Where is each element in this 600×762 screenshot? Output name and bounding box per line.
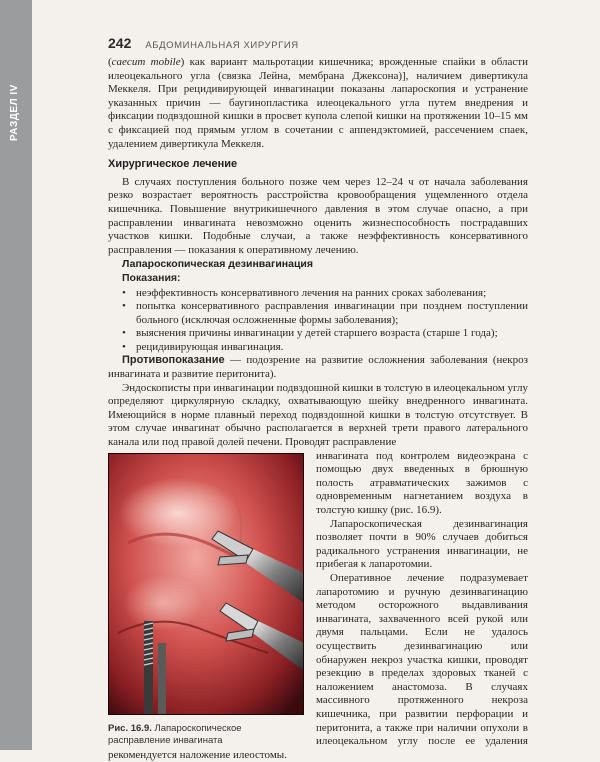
indications-list — [108, 287, 528, 355]
page-number: 242 — [108, 35, 132, 51]
section-heading-surgical: Хирургическое лечение — [108, 158, 238, 171]
contraindication-label: Противопоказание — [122, 354, 225, 367]
right-paragraph-3: Оперативное лечение подразумевает лапаротомию и ручную дезинвагинацию методом осторожного выдавливания инвагината, захваченного всей рукой или двумя пальцами. Если не удалось осуществить дезинвагинацию или обнаружен некроз участка кишки, проводят резекцию в пределах здоровых тканей с наложением анастомоза. В случаях массивного протяженного некроза кишечника, при развитии перфорации и перитонита, а также при наличии опухоли в илеоцекальном углу после ее удаления рекомендуется наложение илеостомы. — [108, 571, 528, 761]
page-header — [108, 35, 299, 51]
list-item: • попытка консервативного расправления инвагинации при позднем поступлении больного (исключая осложненные формы заболевания); — [136, 300, 528, 327]
intro-text: ) как вариант мальротации кишечника; врожденные спайки в области илеоцекального угла (связка Лейна, мембрана Джексона)], наличием дивертикула Меккеля. При рецидивирующей инвагинации показаны лапароскопия и устранение указанных причин — баугинопластика илеоцекального угла путем внедрения и фиксации подвздошной кишки в просвет купола слепой кишки на протяжении 10–15 мм с фиксацией под прямым углом в сочетании с аппендэктомией, рассечением спаек, удалением дивертикула Меккеля. — [108, 56, 528, 150]
figure-caption — [108, 723, 304, 747]
figure-16-9 — [108, 453, 304, 747]
indications-title: Показания: — [122, 271, 181, 284]
right-paragraph-2: Лапароскопическая дезинвагинация позволяет почти в 90% случаев добиться радикального устранения инвагинации, не прибегая к лапаротомии. — [316, 517, 528, 571]
list-item: • выяснения причины инвагинации у детей старшего возраста (старше 1 года); — [136, 327, 528, 341]
intro-italic-term: caecum mobile — [111, 56, 181, 68]
figure-caption-text: Лапароскопическое расправление инвагината — [108, 722, 242, 746]
surgical-paragraph: В случаях поступления больного позже чем через 12–24 ч от начала заболевания резко возрастает вероятность расстройства кровообращения ущемленного отдела кишечника. Повышение внутрикишечного давления в этом случае опасно, а при расправлении инвагината невозможно оценить жизнеспособность пострадавших участков кишки. Подобные случаи, а также неэффективность консервативного расправления — показания к оперативному лечению. — [108, 175, 528, 256]
list-item: • неэффективность консервативного лечения на ранних сроках заболевания; — [136, 287, 528, 301]
right-paragraph-1: инвагината под контролем видеоэкрана с помощью двух введенных в брюшную полость атравматических зажимов с одновременным нагнетанием воздуха в толстую кишку (рис. 16.9). — [316, 449, 528, 516]
list-item: • рецидивирующая инвагинация. — [136, 341, 528, 355]
running-head: АБДОМИНАЛЬНАЯ ХИРУРГИЯ — [145, 40, 299, 51]
figure-number: Рис. 16.9. — [108, 722, 152, 734]
intro-paragraph: (caecum mobile) как вариант мальротации кишечника; врожденные спайки в области илеоцекального угла (связка Лейна, мембрана Джексона)], наличием дивертикула Меккеля. При рецидивирующей инвагинации показаны лапароскопия и устранение указанных причин — баугинопластика илеоцекального угла путем внедрения и фиксации подвздошной кишки в просвет купола слепой кишки на протяжении 10–15 мм с фиксацией под прямым углом в сочетании с аппендэктомией, рассечением спаек, удалением дивертикула Меккеля. — [108, 56, 528, 150]
contraindication-text: — подозрение на развитие осложнения заболевания (некроз инвагината и развитие перитонита). — [108, 354, 528, 381]
page-content — [108, 56, 528, 762]
section-tab-label: РАЗДЕЛ IV — [9, 84, 20, 141]
section-side-tab — [0, 0, 32, 750]
contraindication-paragraph — [108, 354, 528, 381]
endoscopic-paragraph: Эндоскописты при инвагинации подвздошной кишки в толстую в илеоцекальном углу определяют циркулярную складку, охватывающую шейку внедренного инвагината. Имеющийся в норме плавный переход подвздошной кишки в толстую отсутствует. В этом случае инвагинат обычно располагается в верхней трети правого латерального канала или под правой долей печени. Проводят расправление — [108, 381, 528, 449]
subheading-laparoscopic: Лапароскопическая дезинвагинация — [122, 258, 314, 271]
laparoscopic-photo — [108, 453, 304, 715]
